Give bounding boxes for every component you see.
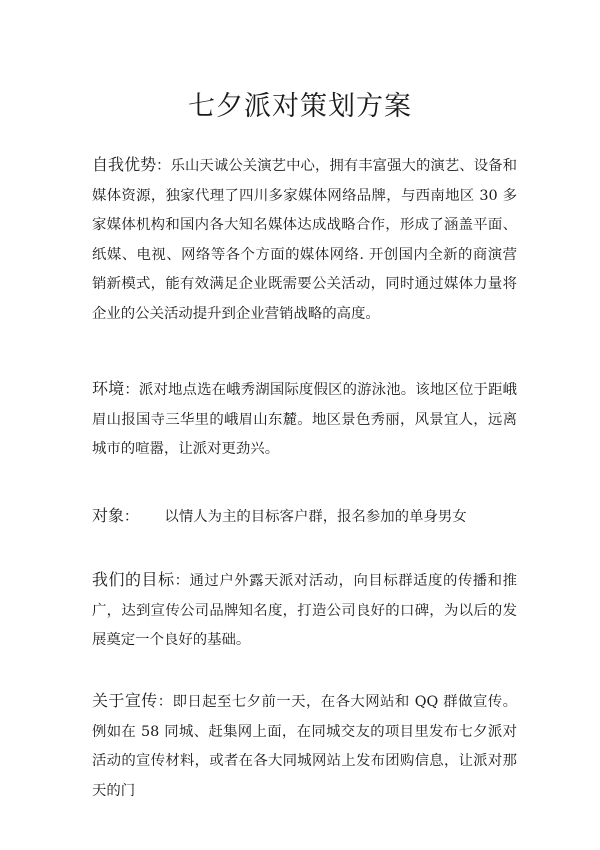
section-separator: ： [157, 694, 173, 710]
page-title: 七夕派对策划方案 [188, 91, 412, 122]
section-text: 派对地点选在峨秀湖国际度假区的游泳池。该地区位于距峨眉山报国寺三华里的峨眉山东麓。地区景色秀丽，风景宜人，远离城市的喧嚣，让派对更劲兴。 [92, 382, 517, 457]
section-environment [92, 374, 517, 465]
section-label: 关于宣传 [92, 691, 158, 710]
section-separator: ： [124, 382, 139, 398]
section-goals [92, 565, 517, 656]
section-separator: ： [124, 509, 139, 525]
section-label: 环境 [92, 379, 125, 398]
section-separator: ： [156, 158, 171, 174]
section-promotion [92, 686, 517, 806]
section-label: 对象 [92, 506, 125, 525]
section-text: 即日起至七夕前一天，在各大网站和 QQ 群做宣传。例如在 58 同城、赶集网上面，在同城交友的项目里发布七夕派对活动的宣传材料，或者在各大同城网站上发布团购信息，让派对那天的门 [92, 694, 517, 799]
section-text: 以情人为主的目标客户群，报名参加的单身男女 [164, 509, 467, 525]
section-label: 我们的目标 [92, 570, 175, 589]
section-audience [92, 501, 517, 533]
section-separator: ： [174, 573, 190, 589]
section-label: 自我优势 [92, 155, 157, 174]
section-text: 乐山天诚公关演艺中心，拥有丰富强大的演艺、设备和媒体资源，独家代理了四川多家媒体网络品牌，与西南地区 30 多家媒体机构和国内各大知名媒体达成战略合作，形成了涵盖平面、纸媒、电视、网络等各个方面的媒体网络. 开创国内全新的商演营销新模式，能有效满足企业既需要公关活动，同时通过媒体力量将企业的公关活动提升到企业营销战略的高度。 [92, 158, 517, 322]
section-text: 通过户外露天派对活动，向目标群适度的传播和推广，达到宣传公司品牌知名度，打造公司良好的口碑，为以后的发展奠定一个良好的基础。 [92, 573, 517, 648]
section-advantages [92, 150, 517, 329]
